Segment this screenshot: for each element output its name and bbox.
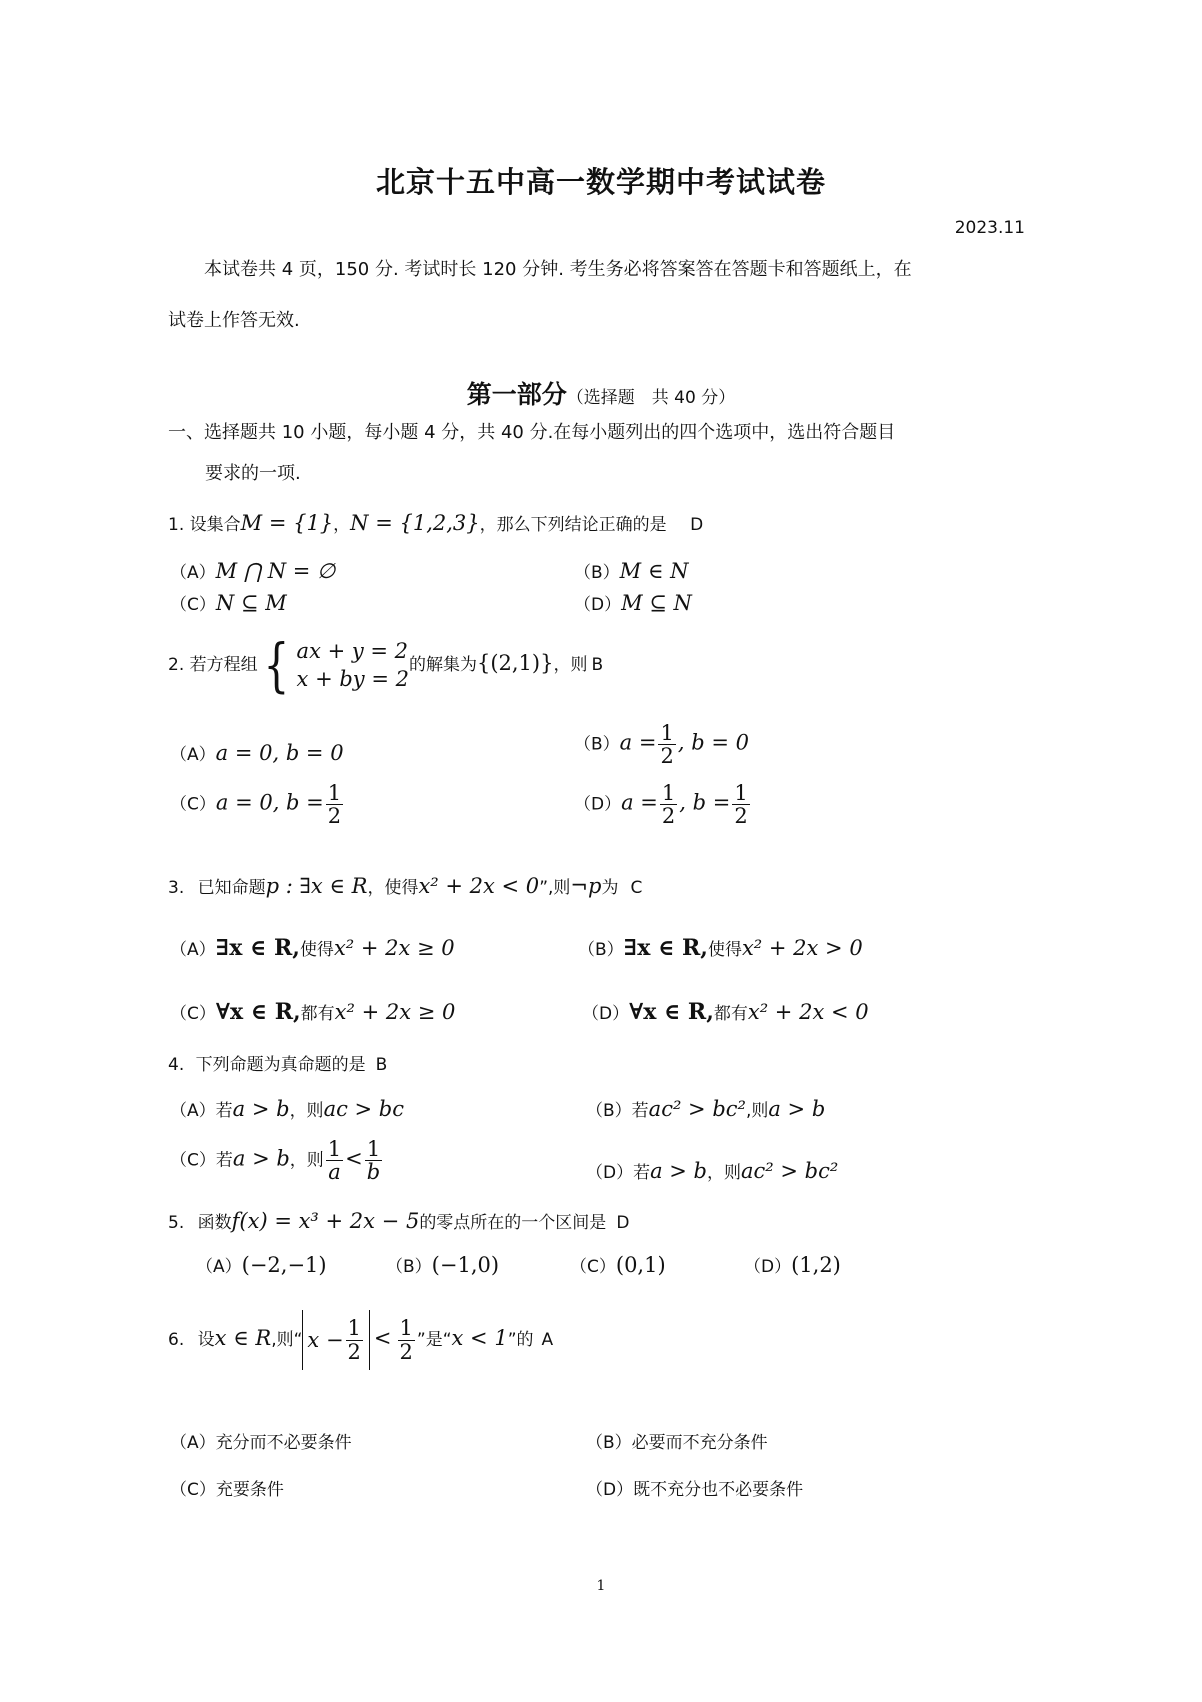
- q6-answer: A: [541, 1330, 554, 1350]
- q5-option-a-text: (−2,−1): [241, 1253, 327, 1277]
- q2-option-c-label: （C）: [170, 794, 216, 815]
- q5-option-d: [744, 1252, 841, 1277]
- q2-option-c-fraction: [326, 782, 343, 827]
- q3-option-b-quant: ∃x ∈ R,: [623, 935, 708, 961]
- fraction-denominator: 2: [399, 1339, 413, 1364]
- q2-answer: B: [591, 655, 604, 675]
- question-6: [168, 1310, 553, 1370]
- fraction-denominator: a: [328, 1160, 341, 1185]
- q2-option-d-mid: , b =: [679, 790, 731, 815]
- q4-option-a: [170, 1096, 404, 1121]
- fraction-numerator: 1: [660, 721, 674, 745]
- q1-option-a: [170, 558, 335, 583]
- fraction-numerator: 1: [327, 781, 342, 805]
- q1-option-c: [170, 590, 287, 615]
- q4-option-c-lt: <: [345, 1146, 363, 1171]
- q2-option-c-pre: a = 0, b =: [215, 790, 324, 815]
- q2-option-d-pre: a =: [621, 790, 658, 815]
- q3-option-c-ineq: x² + 2x ≥ 0: [334, 1000, 456, 1024]
- q2-option-d-fraction-1: [660, 782, 677, 827]
- q4-option-c-fraction-2: [365, 1138, 382, 1183]
- q3-number: 3.: [168, 878, 185, 898]
- q3-prop: p : ∃x ∈ R: [265, 874, 368, 898]
- q4-option-a-label: （A）若: [170, 1101, 233, 1121]
- q2-system: [258, 631, 409, 699]
- q4-option-c: [170, 1138, 384, 1183]
- q6-abs-x: x −: [307, 1328, 344, 1352]
- q3-option-b-ineq: x² + 2x > 0: [741, 936, 863, 960]
- fraction-denominator: 2: [734, 804, 748, 829]
- q3-neg: ¬p: [570, 874, 602, 898]
- q3-option-b: [578, 935, 863, 961]
- q4-option-a-mid: ，则: [289, 1101, 324, 1121]
- q2-option-a: [170, 740, 344, 765]
- q2-option-d: [574, 782, 752, 827]
- q3-ineq: x² + 2x < 0: [418, 874, 540, 898]
- q2-option-b-fraction: [658, 722, 675, 767]
- q3-option-a-ineq: x² + 2x ≥ 0: [333, 936, 455, 960]
- q4-option-d-cond: a > b: [650, 1159, 708, 1183]
- brace-symbol: {: [263, 631, 290, 699]
- q4-option-a-result: ac > bc: [323, 1097, 404, 1121]
- q2-option-b: [574, 722, 749, 767]
- q5-option-d-label: （D）: [744, 1257, 792, 1277]
- q4-text: 下列命题为真命题的是: [195, 1055, 366, 1075]
- q1-option-c-label: （C）: [170, 595, 216, 615]
- q5-answer: D: [616, 1213, 630, 1233]
- q2-number: 2.: [168, 655, 185, 675]
- q2-option-d-label: （D）: [574, 794, 622, 815]
- q3-option-d-word: 都有: [713, 1004, 748, 1024]
- q1-answer: D: [690, 515, 704, 535]
- q4-option-d-mid: ，则: [707, 1163, 742, 1183]
- q3-post: ”,则: [539, 878, 571, 898]
- q3-option-d-quant: ∀x ∈ R,: [629, 999, 714, 1025]
- exam-title: 北京十五中高一数学期中考试试卷: [375, 165, 826, 199]
- q4-option-a-cond: a > b: [232, 1097, 290, 1121]
- q3-option-b-word: 使得: [707, 940, 742, 960]
- q1-option-b-text: M ∈ N: [619, 559, 689, 583]
- q2-option-c: [170, 782, 345, 827]
- q4-option-d-result: ac² > bc²: [741, 1159, 839, 1183]
- question-4: [168, 1050, 387, 1075]
- q5-option-b: [386, 1252, 499, 1277]
- q4-option-b: [586, 1096, 825, 1121]
- q3-mid: ，使得: [367, 878, 419, 898]
- q2-eq2: x + by = 2: [296, 667, 409, 691]
- q2-post: ，则: [553, 655, 588, 675]
- q5-number: 5.: [168, 1213, 185, 1233]
- q1-option-a-text: M ⋂ N = ∅: [215, 559, 336, 583]
- q2-mid: 的解集为: [408, 655, 477, 675]
- q5-option-c: [570, 1252, 666, 1277]
- q3-answer: C: [630, 878, 643, 898]
- fraction-numerator: 1: [327, 1137, 342, 1161]
- q3-option-a-label: （A）: [170, 940, 216, 960]
- question-3: [168, 873, 642, 898]
- q3-option-b-label: （B）: [578, 940, 624, 960]
- q5-option-d-text: (1,2): [791, 1253, 841, 1277]
- q5-post: 的零点所在的一个区间是: [419, 1213, 607, 1233]
- q3-option-d: [582, 999, 869, 1025]
- question-5: [168, 1208, 629, 1233]
- section-title: 第一部分: [466, 380, 567, 409]
- q6-post: ”的: [507, 1330, 534, 1350]
- fraction-numerator: 1: [399, 1316, 413, 1341]
- q4-option-b-label: （B）若: [586, 1101, 649, 1121]
- q1-option-a-label: （A）: [170, 563, 216, 583]
- fraction-denominator: b: [366, 1160, 381, 1185]
- q2-option-b-pre: a =: [619, 730, 657, 755]
- q2-option-a-label: （A）: [170, 745, 216, 765]
- q4-option-c-fraction-1: [326, 1138, 343, 1183]
- q3-option-c: [170, 999, 455, 1025]
- q3-option-d-label: （D）: [582, 1004, 630, 1024]
- q2-option-b-label: （B）: [574, 734, 620, 755]
- q3-option-a-quant: ∃x ∈ R,: [215, 935, 300, 961]
- q6-option-d: （D）既不充分也不必要条件: [586, 1480, 804, 1500]
- exam-date: 2023.11: [954, 218, 1025, 238]
- q1-option-b: [574, 558, 688, 583]
- q6-lt: <: [373, 1326, 392, 1350]
- q2-option-d-fraction-2: [732, 782, 749, 827]
- q2-option-a-text: a = 0, b = 0: [215, 741, 344, 765]
- q6-abs-fraction: [346, 1317, 363, 1362]
- fraction-denominator: 2: [661, 804, 676, 829]
- q1-m-set: M = {1}: [240, 511, 334, 535]
- q1-post: ，那么下列结论正确的是: [479, 515, 667, 535]
- q3-post2: 为: [601, 878, 619, 898]
- q4-option-c-label: （C）若: [170, 1150, 233, 1171]
- intro-line-2: 试卷上作答无效.: [168, 310, 300, 331]
- q6-mid2: ”是“: [416, 1330, 452, 1350]
- q3-pre: 已知命题: [197, 878, 266, 898]
- q6-cond: x < 1: [451, 1326, 508, 1350]
- q1-sep: ，: [333, 515, 351, 535]
- q6-mid1: ,则“: [271, 1330, 303, 1350]
- q2-pre: 若方程组: [189, 655, 258, 675]
- intro-line-1: 本试卷共 4 页，150 分. 考试时长 120 分钟. 考生务必将答案答在答题卡和答题纸上，在: [204, 259, 912, 280]
- q6-number: 6.: [168, 1330, 185, 1350]
- q6-option-a: （A）充分而不必要条件: [170, 1433, 352, 1453]
- question-1: [168, 510, 703, 535]
- q3-option-a: [170, 935, 455, 961]
- section-heading: [0, 375, 1202, 411]
- q5-option-c-label: （C）: [570, 1257, 616, 1277]
- q3-option-c-word: 都有: [300, 1004, 335, 1024]
- section-instructions-1: 一、选择题共 10 小题，每小题 4 分，共 40 分.在每小题列出的四个选项中，选出符合题目: [168, 422, 896, 443]
- q1-option-b-label: （B）: [574, 563, 620, 583]
- page-number: 1: [596, 1578, 606, 1594]
- q3-option-c-quant: ∀x ∈ R,: [215, 999, 301, 1025]
- fraction-numerator: 1: [366, 1137, 381, 1161]
- q1-option-d-text: M ⊆ N: [621, 591, 692, 615]
- fraction-numerator: 1: [347, 1316, 361, 1341]
- q6-rhs-fraction: [398, 1317, 415, 1362]
- q4-option-c-mid: ，则: [289, 1150, 324, 1171]
- q5-function: f(x) = x³ + 2x − 5: [231, 1209, 420, 1233]
- q1-option-d-label: （D）: [574, 595, 622, 615]
- q5-pre: 函数: [197, 1213, 232, 1233]
- q2-option-b-post: , b = 0: [677, 730, 749, 755]
- q3-option-d-ineq: x² + 2x < 0: [747, 1000, 869, 1024]
- q6-pre: 设: [197, 1330, 215, 1350]
- question-2: [168, 631, 604, 699]
- section-instructions-2: 要求的一项.: [205, 463, 301, 484]
- q4-option-c-cond: a > b: [232, 1146, 290, 1171]
- q3-option-c-label: （C）: [170, 1004, 216, 1024]
- q2-eq1: ax + y = 2: [296, 638, 409, 663]
- q5-option-a: [196, 1252, 327, 1277]
- q1-number: 1.: [168, 515, 185, 535]
- q5-option-c-text: (0,1): [615, 1253, 666, 1277]
- q6-var: x ∈ R: [214, 1326, 272, 1350]
- q4-option-b-result: a > b: [768, 1097, 826, 1121]
- q2-set: {(2,1)}: [476, 651, 554, 675]
- q4-option-d: [586, 1158, 838, 1183]
- fraction-numerator: 1: [734, 781, 748, 805]
- q4-number: 4.: [168, 1055, 185, 1075]
- fraction-numerator: 1: [661, 781, 676, 805]
- q3-option-a-word: 使得: [299, 940, 334, 960]
- fraction-denominator: 2: [327, 804, 342, 829]
- fraction-denominator: 2: [660, 744, 674, 769]
- q5-option-b-text: (−1,0): [431, 1253, 500, 1277]
- q1-n-set: N = {1,2,3}: [350, 511, 480, 535]
- q6-option-b: （B）必要而不充分条件: [586, 1433, 768, 1453]
- q1-option-c-text: N ⊆ M: [215, 591, 287, 615]
- q4-option-b-cond: ac² > bc²: [648, 1097, 746, 1121]
- q6-option-c: （C）充要条件: [170, 1480, 284, 1500]
- q6-absolute-value: [302, 1310, 370, 1370]
- fraction-denominator: 2: [347, 1339, 361, 1364]
- q4-option-b-mid: ,则: [745, 1101, 769, 1121]
- q1-option-d: [574, 590, 692, 615]
- q4-option-d-label: （D）若: [586, 1163, 651, 1183]
- section-subtitle: （选择题 共 40 分）: [566, 388, 736, 408]
- q4-answer: B: [375, 1055, 388, 1075]
- q5-option-b-label: （B）: [386, 1257, 432, 1277]
- q1-pre: 设集合: [189, 515, 241, 535]
- q5-option-a-label: （A）: [196, 1257, 242, 1277]
